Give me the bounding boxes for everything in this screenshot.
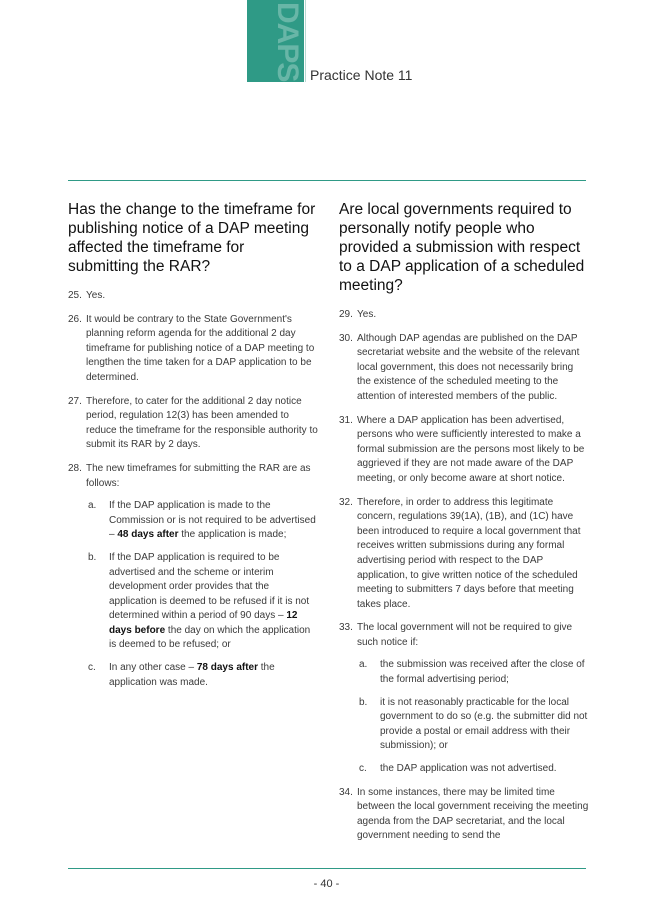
paragraph-number: 25. <box>68 290 82 301</box>
sub-item-letter: b. <box>88 551 97 563</box>
paragraph-text: The new timeframes for submitting the RAR are as follows: <box>86 462 311 489</box>
paragraph-body <box>86 462 318 690</box>
paragraph-text: In some instances, there may be limited time between the local government receiving the meeting agenda from the DAP secretariat, and the local government needing to send the <box>357 786 589 842</box>
paragraph-number: 32. <box>339 496 353 508</box>
paragraph-number: 33. <box>339 622 353 634</box>
paragraph-number: 30. <box>339 332 353 344</box>
sub-item-c <box>357 762 589 777</box>
paragraph-text: Although DAP agendas are published on the DAP secretariat website and the website of the relevant local government, this does not necessarily bring the existence of the scheduled meeting to the attention of interested members of the public. <box>357 332 580 402</box>
paragraph-text: Yes. <box>86 290 106 301</box>
sub-item-post: the application was made. <box>109 662 275 688</box>
sub-item-text: it is not reasonably practicable for the local government to do so (e.g. the submitter did not provide a postal or email address with their submission); or <box>380 696 588 752</box>
paragraph-33 <box>339 621 589 776</box>
paragraph-27 <box>68 395 318 453</box>
sub-item-post: the day on which the application is deemed to be refused; or <box>109 624 311 651</box>
tab-watermark-text: DAPS <box>271 2 304 82</box>
paragraph-text: Therefore, in order to address this legitimate concern, regulations 39(1A), (1B), and (1C) have been introduced to require a local government that receives written submissions during any formal advertising period with respect to the DAP application, to give written notice of the scheduled meeting to submitters 7 days before that meeting takes place. <box>357 496 581 610</box>
paragraph-number: 34. <box>339 786 353 798</box>
sub-item-b <box>86 551 318 653</box>
paragraph-number: 31. <box>339 414 353 426</box>
paragraph-number: 29. <box>339 309 353 320</box>
paragraph-30 <box>339 332 589 405</box>
paragraph-28 <box>68 462 318 690</box>
paragraph-29 <box>339 308 589 323</box>
page-number: - 40 - <box>313 878 340 890</box>
sub-item-pre: In any other case – <box>109 662 197 674</box>
tab-divider <box>305 0 306 82</box>
sub-item-b <box>357 696 589 754</box>
paragraph-number: 26. <box>68 313 82 325</box>
sub-item-letter: a. <box>88 500 97 512</box>
paragraph-text: Yes. <box>357 309 377 320</box>
sub-item-letter: c. <box>359 763 367 775</box>
paragraph-32 <box>339 496 589 613</box>
paragraph-34 <box>339 786 589 844</box>
left-column <box>68 200 318 699</box>
sub-item-letter: a. <box>359 659 368 671</box>
paragraph-number: 28. <box>68 462 82 474</box>
sub-item-c <box>86 661 318 690</box>
sub-item-text: the submission was received after the close of the formal advertising period; <box>380 659 585 686</box>
paragraph-31 <box>339 414 589 487</box>
sub-item-letter: b. <box>359 696 368 708</box>
sub-item-text <box>109 551 318 653</box>
practice-note-title: Practice Note 11 <box>310 67 413 83</box>
header-tab <box>247 0 304 82</box>
sub-item-text <box>109 661 318 690</box>
paragraph-26 <box>68 313 318 386</box>
paragraph-number: 27. <box>68 395 82 407</box>
sub-item-text: the DAP application was not advertised. <box>380 763 557 775</box>
sub-item-bold: 48 days after <box>117 529 179 541</box>
sub-item-pre: If the DAP application is made to the Commission or is not required to be advertised – <box>109 500 316 541</box>
sub-item-text <box>109 499 318 543</box>
top-divider <box>68 180 586 181</box>
paragraph-body <box>357 621 589 776</box>
sub-item-a <box>86 499 318 543</box>
paragraph-text: Where a DAP application has been advertised, persons who were sufficiently interested to make a formal submission are the persons most likely to be aggrieved if they are not made aware of the DAP meeting, or only become aware at short notice. <box>357 414 585 484</box>
sub-item-bold: 78 days after <box>196 662 258 674</box>
sub-item-pre: If the DAP application is required to be advertised and the scheme or interim development order provides that the application is deemed to be refused if it is not determined within a period of 90 days – <box>109 551 310 622</box>
paragraph-25 <box>68 289 318 304</box>
right-column <box>339 200 589 853</box>
sub-item-bold: 12 days before <box>109 610 298 636</box>
right-heading: Are local governments required to personally notify people who provided a submission with respect to a DAP application of a scheduled meeting? <box>339 201 585 294</box>
paragraph-text: The local government will not be required to give such notice if: <box>357 622 573 648</box>
left-heading: Has the change to the timeframe for publishing notice of a DAP meeting affected the timeframe for submitting the RAR? <box>68 201 316 275</box>
paragraph-text: It would be contrary to the State Government's planning reform agenda for the additional 2 day timeframe for publishing notice of a DAP meeting to lengthen the time taken for a DAP application to be determined. <box>86 313 315 383</box>
sub-item-post: the application is made; <box>178 529 287 541</box>
paragraph-text: Therefore, to cater for the additional 2 day notice period, regulation 12(3) has been amended to reduce the timeframe for the responsible authority to submit its RAR by 2 days. <box>86 395 318 451</box>
bottom-divider <box>68 868 586 869</box>
sub-item-letter: c. <box>88 662 96 674</box>
sub-item-a <box>357 658 589 687</box>
